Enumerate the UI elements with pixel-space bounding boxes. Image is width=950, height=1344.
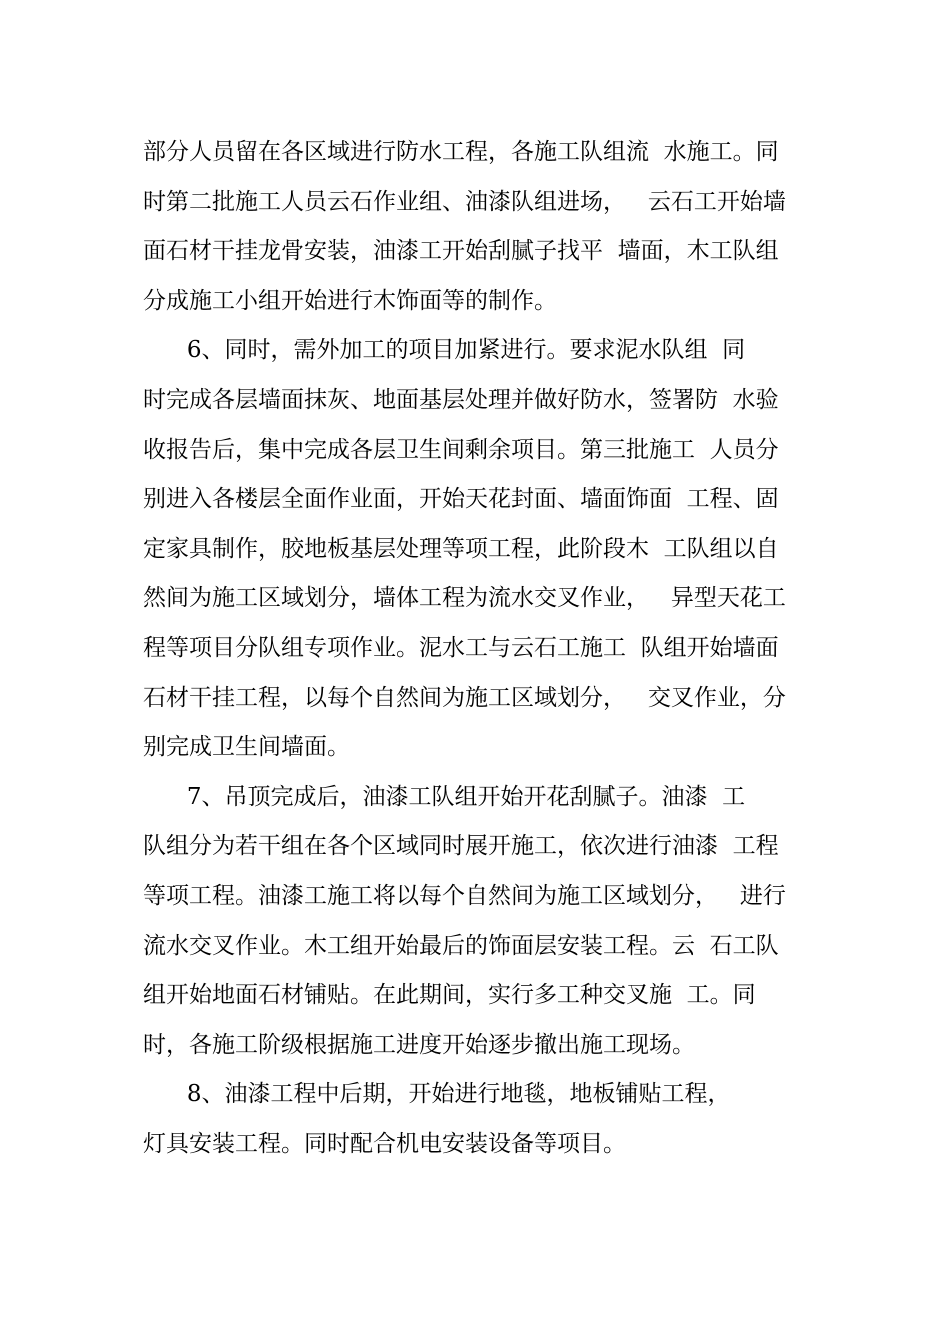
text-line: 石材干挂工程，以每个自然间为施工区域划分， 交叉作业，分: [143, 684, 786, 711]
text-line: 程等项目分队组专项作业。泥水工与云石工施工 队组开始墙面: [143, 634, 779, 661]
text-line: 队组分为若干组在各个区域同时展开施工，依次进行油漆 工程: [143, 833, 779, 860]
text-line: 分成施工小组开始进行木饰面等的制作。: [143, 287, 557, 314]
text-line: 流水交叉作业。木工组开始最后的饰面层安装工程。云 石工队: [143, 932, 779, 959]
text-line: 时完成各层墙面抹灰、地面基层处理并做好防水，签署防 水验: [143, 386, 779, 413]
text-line: 灯具安装工程。同时配合机电安装设备等项目。: [143, 1130, 626, 1157]
text-line: 8、油漆工程中后期，开始进行地毯，地板铺贴工程，: [143, 1081, 731, 1108]
text-line: 时，各施工阶级根据施工进度开始逐步撤出施工现场。: [143, 1031, 695, 1058]
text-line: 然间为施工区域划分，墙体工程为流水交叉作业， 异型天花工: [143, 585, 786, 612]
text-line: 别进入各楼层全面作业面，开始天花封面、墙面饰面 工程、固: [143, 486, 779, 513]
text-line: 组开始地面石材铺贴。在此期间，实行多工种交叉施 工。同: [143, 982, 756, 1009]
text-line: 面石材干挂龙骨安装，油漆工开始刮腻子找平 墙面，木工队组: [143, 238, 779, 265]
text-line: 6、同时，需外加工的项目加紧进行。要求泥水队组 同: [143, 337, 746, 364]
text-line: 部分人员留在各区域进行防水工程，各施工队组流 水施工。同: [143, 139, 779, 165]
text-line: 7、吊顶完成后，油漆工队组开始开花刮腻子。油漆 工: [143, 783, 746, 810]
text-line: 收报告后，集中完成各层卫生间剩余项目。第三批施工 人员分: [143, 436, 779, 463]
text-line: 等项工程。油漆工施工将以每个自然间为施工区域划分， 进行: [143, 882, 786, 909]
text-line: 别完成卫生间墙面。: [143, 734, 350, 761]
text-line: 定家具制作，胶地板基层处理等项工程，此阶段木 工队组以自: [143, 535, 779, 562]
body-text: [143, 128, 833, 1169]
text-line: 时第二批施工人员云石作业组、油漆队组进场， 云石工开始墙: [143, 188, 786, 215]
